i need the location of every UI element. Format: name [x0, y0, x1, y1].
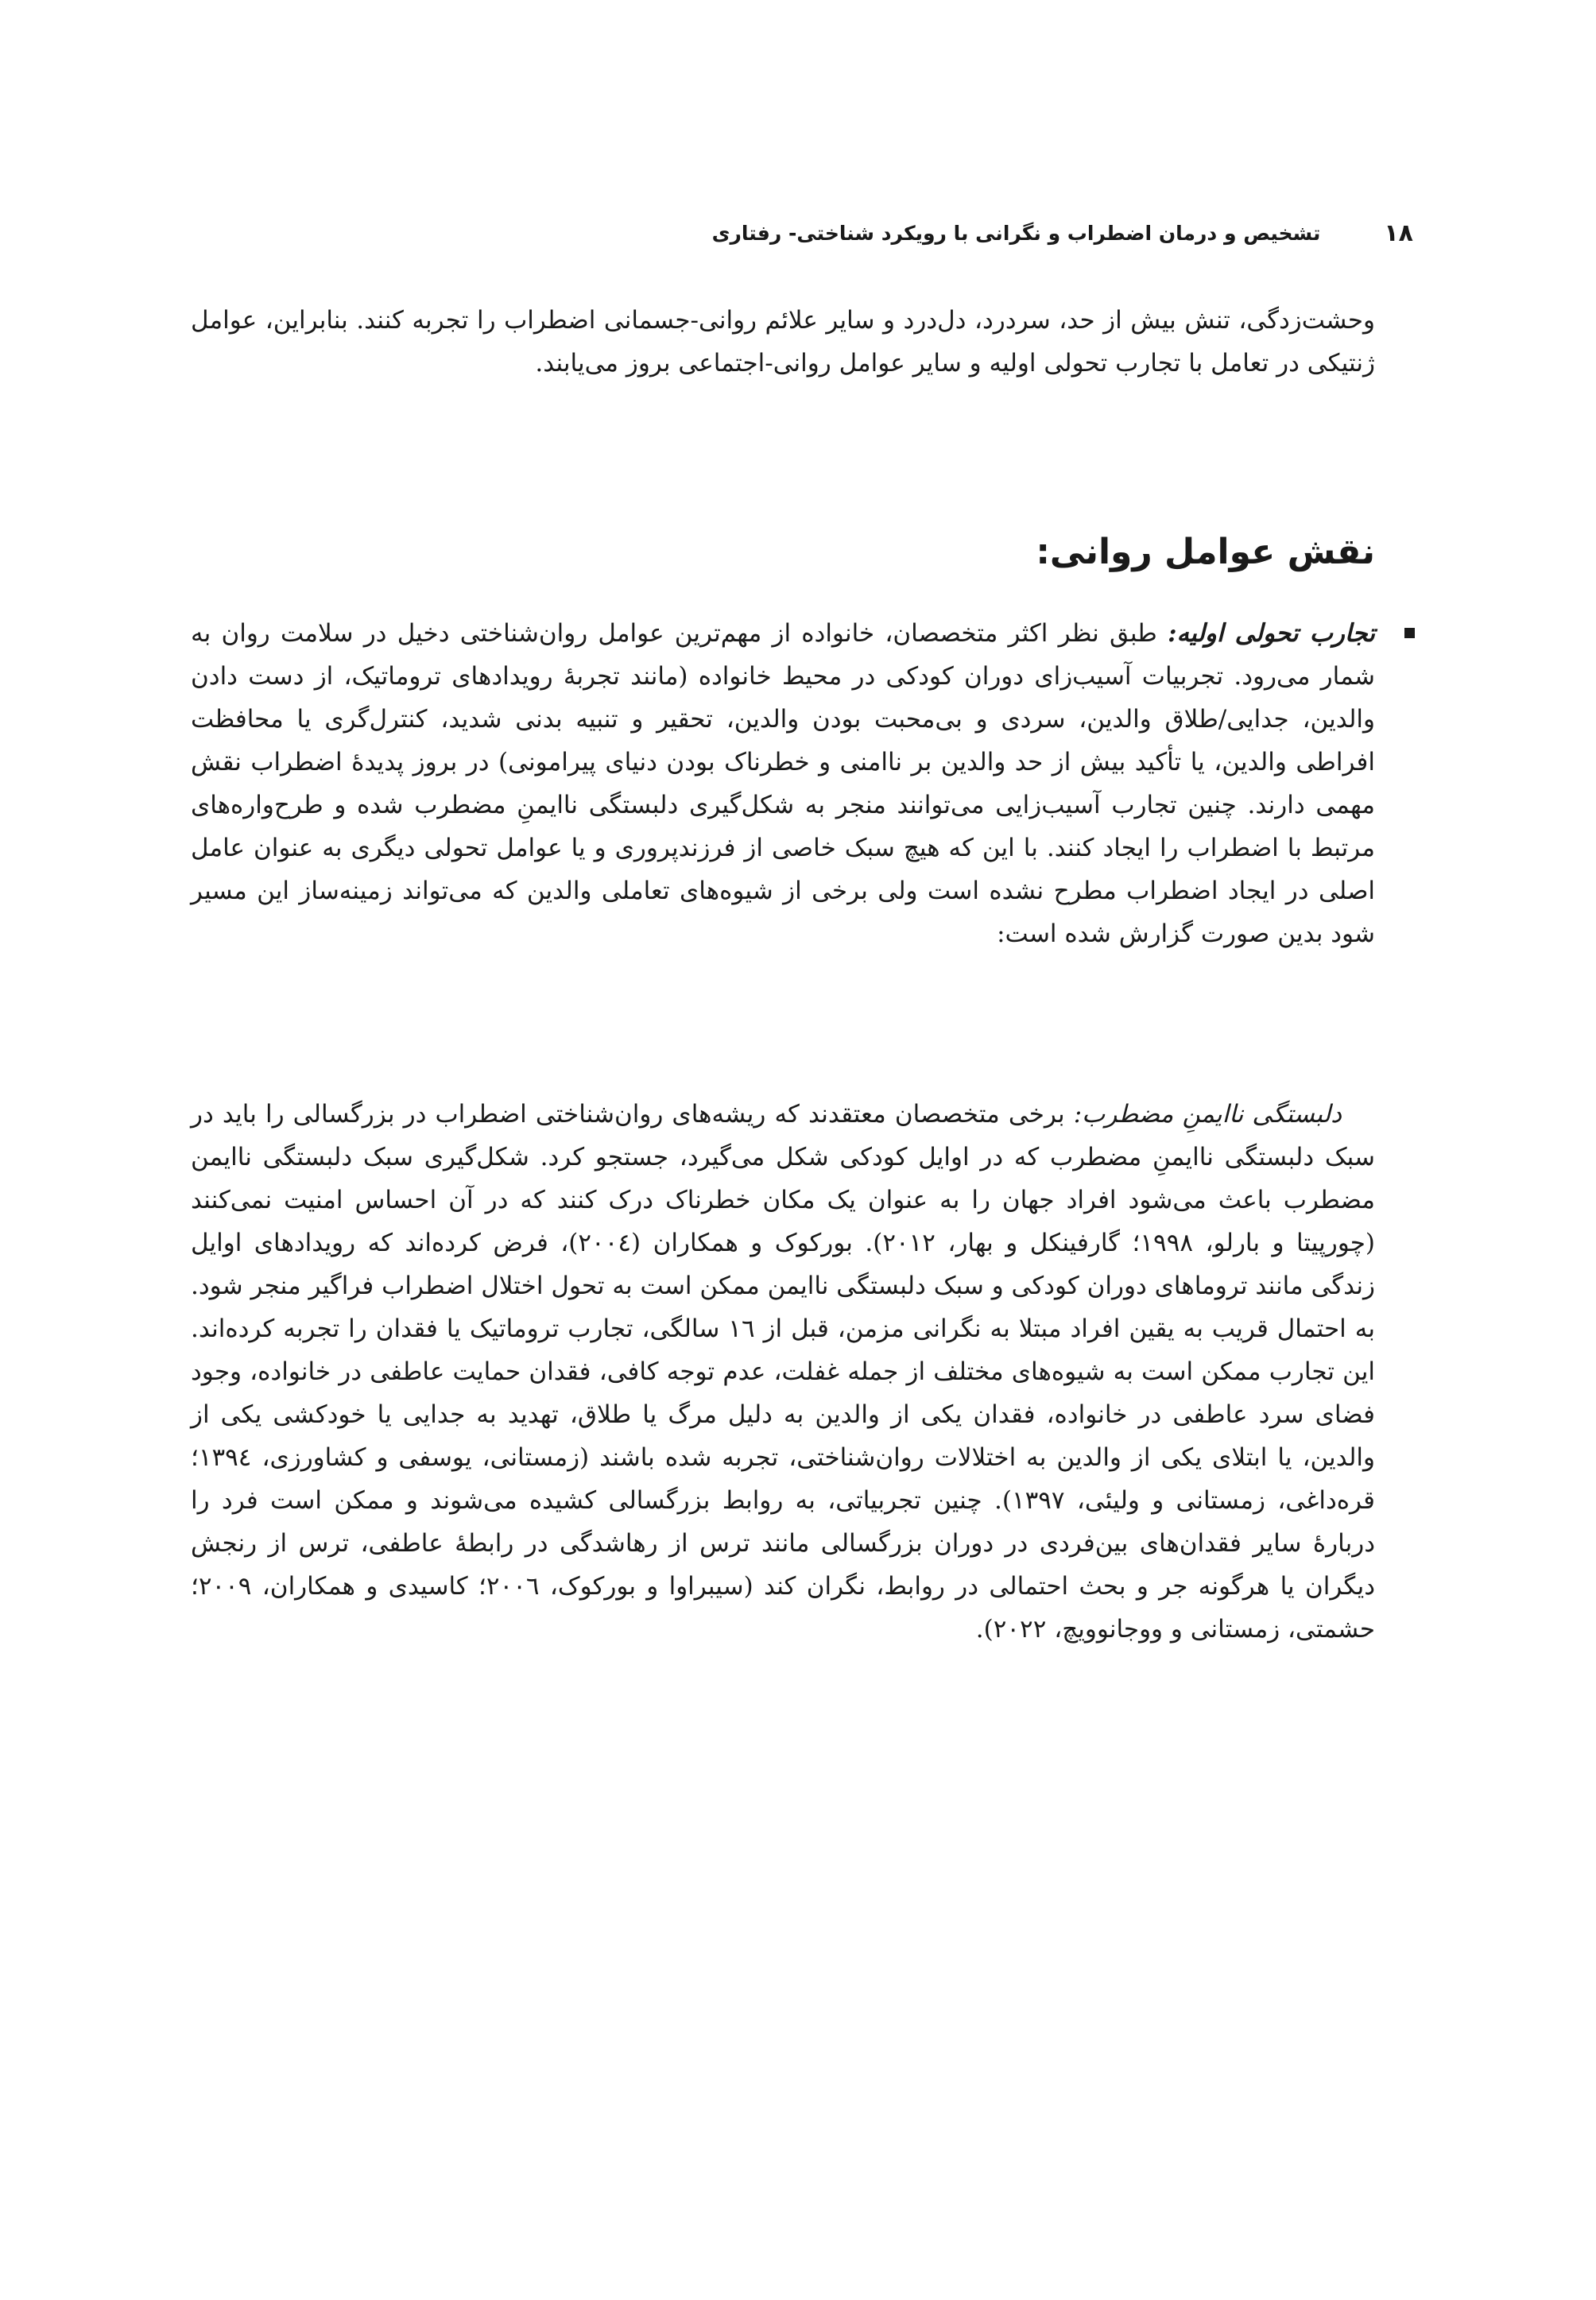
- running-header-title: تشخیص و درمان اضطراب و نگرانی با رویکرد شناختی- رفتاری: [711, 221, 1321, 245]
- bullet-list-item: [191, 612, 1415, 955]
- attachment-paragraph: [191, 1093, 1375, 1651]
- bullet-body-text: طبق نظر اکثر متخصصان، خانواده از مهم‌ترین عوامل روان‌شناختی دخیل در سلامت روان به شمار می‌رود. تجربیات آسیب‌زای دوران کودکی در محیط خانواده (مانند تجربهٔ رویدادهای تروماتیک، از دست دادن والدین، جدایی/طلاق والدین، سردی و بی‌محبت بودن والدین، تحقیر و تنبیه بدنی شدید، کنترل‌گری یا محافظت افراطی والدین، یا تأکید بیش از حد والدین بر ناامنی و خطرناک بودن دنیای پیرامونی) در بروز پدیدهٔ اضطراب نقش مهمی دارند. چنین تجارب آسیب‌زایی می‌توانند منجر به شکل‌گیری دلبستگی ناایمنِ مضطرب شده و طرح‌واره‌های مرتبط با اضطراب را ایجاد کنند. با این که هیچ سبک خاصی از فرزندپروری و یا عوامل تحولی دیگری به عنوان عامل اصلی در ایجاد اضطراب مطرح نشده است ولی برخی از شیوه‌های تعاملی والدین که می‌تواند زمینه‌ساز این مسیر شود بدین صورت گزارش شده است:: [191, 619, 1375, 948]
- attachment-run-in-heading: دلبستگی ناایمنِ مضطرب:: [1073, 1100, 1342, 1129]
- section-heading: نقش عوامل روانی:: [1036, 532, 1375, 572]
- bullet-paragraph: [191, 612, 1375, 955]
- page-number: ۱۸: [1384, 219, 1413, 247]
- intro-paragraph: وحشت‌زدگی، تنش بیش از حد، سردرد، دل‌درد و سایر علائم روانی-جسمانی اضطراب را تجربه کنند. بنابراین، عوامل ژنتیکی در تعامل با تجارب تحولی اولیه و سایر عوامل روانی-اجتماعی بروز می‌یابند.: [191, 306, 1375, 378]
- attachment-body-text: برخی متخصصان معتقدند که ریشه‌های روان‌شناختی اضطراب در بزرگسالی را باید در سبک دلبستگی ناایمنِ مضطرب که در اوایل کودکی شکل می‌گیرد، جستجو کرد. شکل‌گیری سبک دلبستگی ناایمن مضطرب باعث می‌شود افراد جهان را به عنوان یک مکان خطرناک درک کنند که در آن احساس امنیت نمی‌کنند (چورپیتا و بارلو، ۱۹۹۸؛ گارفینکل و بهار، ۲۰۱۲). بورکوک و همکاران (۲۰۰٤)، فرض کرده‌اند که رویدادهای اوایل زندگی مانند تروماهای دوران کودکی و سبک دلبستگی ناایمن ممکن است به تحول اختلال اضطراب فراگیر منجر شود. به احتمال قریب به یقین افراد مبتلا به نگرانی مزمن، قبل از ١٦ سالگی، تجارب تروماتیک یا فقدان را تجربه کرده‌اند. این تجارب ممکن است به شیوه‌های مختلف از جمله غفلت، عدم توجه کافی، فقدان حمایت عاطفی در خانواده، وجود فضای سرد عاطفی در خانواده، فقدان یکی از والدین به دلیل مرگ یا طلاق، تهدید به جدایی یا خودکشی یکی از والدین، یا ابتلای یکی از والدین به اختلالات روان‌شناختی، تجربه شده باشند (زمستانی، یوسفی و کشاورزی، ۱۳۹٤؛ قره‌داغی، زمستانی و ولیئی، ۱۳۹۷). چنین تجربیاتی، به روابط بزرگسالی کشیده می‌شوند و ممکن است فرد را دربارهٔ سایر فقدان‌های بین‌فردی در دوران بزرگسالی مانند ترس از رهاشدگی در رابطهٔ عاطفی، ترس از رنجش دیگران یا هرگونه جر و بحث احتمالی در روابط، نگران کند (سیبراوا و بورکوک، ۲۰۰٦؛ کاسیدی و همکاران، ۲۰۰۹؛ حشمتی، زمستانی و ووجانوویچ، ۲۰۲۲).: [191, 1100, 1376, 1644]
- bullet-run-in-heading: تجارب تحولی اولیه:: [1168, 619, 1375, 648]
- running-header: [191, 213, 1413, 253]
- bullet-marker: [1404, 628, 1415, 638]
